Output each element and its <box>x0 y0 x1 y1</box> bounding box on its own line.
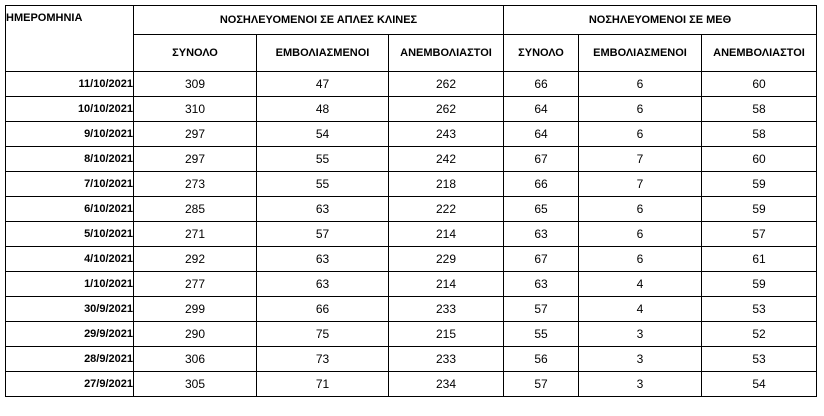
ward-unvaccinated-cell: 242 <box>389 147 504 172</box>
icu-unvaccinated-cell: 60 <box>702 147 817 172</box>
wards-group-header: ΝΟΣΗΛΕΥΟΜΕΝΟΙ ΣΕ ΑΠΛΕΣ ΚΛΙΝΕΣ <box>134 6 504 35</box>
table-row <box>6 122 817 147</box>
date-cell: 28/9/2021 <box>6 347 134 372</box>
icu-vaccinated-cell: 3 <box>579 372 702 397</box>
icu-unvaccinated-cell: 59 <box>702 172 817 197</box>
date-cell: 5/10/2021 <box>6 222 134 247</box>
icu-unvaccinated-cell: 52 <box>702 322 817 347</box>
group-header-row <box>6 6 817 35</box>
date-cell: 8/10/2021 <box>6 147 134 172</box>
icu-total-cell: 66 <box>504 172 579 197</box>
icu-unvaccinated-cell: 59 <box>702 197 817 222</box>
ward-unvaccinated-cell: 218 <box>389 172 504 197</box>
icu-group-header: ΝΟΣΗΛΕΥΟΜΕΝΟΙ ΣΕ ΜΕΘ <box>504 6 817 35</box>
ward-total-cell: 297 <box>134 122 257 147</box>
table-row <box>6 97 817 122</box>
icu-total-cell: 57 <box>504 372 579 397</box>
icu-vaccinated-cell: 4 <box>579 297 702 322</box>
table-row <box>6 222 817 247</box>
icu-total-cell: 67 <box>504 247 579 272</box>
icu-vaccinated-cell: 7 <box>579 172 702 197</box>
ward-total-cell: 290 <box>134 322 257 347</box>
table-row <box>6 172 817 197</box>
table-row <box>6 297 817 322</box>
date-column-header: ΗΜΕΡΟΜΗΝΙΑ <box>6 6 134 72</box>
ward-vaccinated-cell: 54 <box>257 122 389 147</box>
icu-vaccinated-cell: 3 <box>579 347 702 372</box>
icu-total-cell: 57 <box>504 297 579 322</box>
icu-total-cell: 65 <box>504 197 579 222</box>
icu-vaccinated-cell: 7 <box>579 147 702 172</box>
icu-vaccinated-cell: 6 <box>579 197 702 222</box>
ward-total-cell: 292 <box>134 247 257 272</box>
table-row <box>6 347 817 372</box>
ward-unvaccinated-cell: 214 <box>389 272 504 297</box>
ward-total-cell: 297 <box>134 147 257 172</box>
table-row <box>6 72 817 97</box>
ward-unvaccinated-cell: 262 <box>389 72 504 97</box>
ward-vaccinated-cell: 75 <box>257 322 389 347</box>
icu-vaccinated-cell: 6 <box>579 97 702 122</box>
date-cell: 30/9/2021 <box>6 297 134 322</box>
ward-unvaccinated-cell: 214 <box>389 222 504 247</box>
icu-vaccinated-cell: 6 <box>579 122 702 147</box>
icu-unvaccinated-cell: 58 <box>702 122 817 147</box>
icu-unvaccinated-cell: 54 <box>702 372 817 397</box>
ward-total-cell: 277 <box>134 272 257 297</box>
ward-vaccinated-cell: 55 <box>257 147 389 172</box>
icu-total-cell: 67 <box>504 147 579 172</box>
icu-unvaccinated-cell: 59 <box>702 272 817 297</box>
icu-vaccinated-cell: 6 <box>579 247 702 272</box>
ward-vaccinated-cell: 66 <box>257 297 389 322</box>
wards-unvaccinated-header: ΑΝΕΜΒΟΛΙΑΣΤΟΙ <box>389 35 504 72</box>
wards-total-header: ΣΥΝΟΛΟ <box>134 35 257 72</box>
table-row <box>6 372 817 397</box>
icu-total-cell: 64 <box>504 122 579 147</box>
ward-unvaccinated-cell: 243 <box>389 122 504 147</box>
date-cell: 27/9/2021 <box>6 372 134 397</box>
ward-total-cell: 309 <box>134 72 257 97</box>
table-row <box>6 322 817 347</box>
icu-unvaccinated-cell: 60 <box>702 72 817 97</box>
icu-vaccinated-cell: 3 <box>579 322 702 347</box>
icu-total-cell: 66 <box>504 72 579 97</box>
ward-vaccinated-cell: 63 <box>257 197 389 222</box>
icu-unvaccinated-cell: 53 <box>702 297 817 322</box>
ward-vaccinated-cell: 55 <box>257 172 389 197</box>
icu-unvaccinated-cell: 53 <box>702 347 817 372</box>
icu-total-cell: 63 <box>504 272 579 297</box>
icu-unvaccinated-cell: 57 <box>702 222 817 247</box>
icu-vaccinated-cell: 4 <box>579 272 702 297</box>
table-row <box>6 272 817 297</box>
ward-vaccinated-cell: 63 <box>257 247 389 272</box>
icu-unvaccinated-cell: 61 <box>702 247 817 272</box>
date-cell: 4/10/2021 <box>6 247 134 272</box>
icu-unvaccinated-header: ΑΝΕΜΒΟΛΙΑΣΤΟΙ <box>702 35 817 72</box>
table-row <box>6 147 817 172</box>
table-row <box>6 197 817 222</box>
hospitalization-table <box>5 5 817 397</box>
icu-vaccinated-cell: 6 <box>579 72 702 97</box>
icu-total-cell: 55 <box>504 322 579 347</box>
icu-total-cell: 64 <box>504 97 579 122</box>
ward-unvaccinated-cell: 234 <box>389 372 504 397</box>
ward-total-cell: 285 <box>134 197 257 222</box>
date-cell: 11/10/2021 <box>6 72 134 97</box>
ward-vaccinated-cell: 63 <box>257 272 389 297</box>
date-cell: 29/9/2021 <box>6 322 134 347</box>
ward-vaccinated-cell: 57 <box>257 222 389 247</box>
ward-total-cell: 271 <box>134 222 257 247</box>
icu-total-header: ΣΥΝΟΛΟ <box>504 35 579 72</box>
ward-unvaccinated-cell: 262 <box>389 97 504 122</box>
date-cell: 7/10/2021 <box>6 172 134 197</box>
icu-unvaccinated-cell: 58 <box>702 97 817 122</box>
ward-unvaccinated-cell: 222 <box>389 197 504 222</box>
ward-total-cell: 310 <box>134 97 257 122</box>
ward-total-cell: 299 <box>134 297 257 322</box>
ward-unvaccinated-cell: 229 <box>389 247 504 272</box>
ward-total-cell: 306 <box>134 347 257 372</box>
ward-vaccinated-cell: 71 <box>257 372 389 397</box>
date-cell: 6/10/2021 <box>6 197 134 222</box>
wards-vaccinated-header: ΕΜΒΟΛΙΑΣΜΕΝΟΙ <box>257 35 389 72</box>
date-cell: 9/10/2021 <box>6 122 134 147</box>
icu-vaccinated-header: ΕΜΒΟΛΙΑΣΜΕΝΟΙ <box>579 35 702 72</box>
ward-unvaccinated-cell: 233 <box>389 297 504 322</box>
ward-unvaccinated-cell: 233 <box>389 347 504 372</box>
ward-vaccinated-cell: 47 <box>257 72 389 97</box>
ward-total-cell: 305 <box>134 372 257 397</box>
table-row <box>6 247 817 272</box>
icu-total-cell: 63 <box>504 222 579 247</box>
icu-vaccinated-cell: 6 <box>579 222 702 247</box>
ward-unvaccinated-cell: 215 <box>389 322 504 347</box>
ward-vaccinated-cell: 73 <box>257 347 389 372</box>
ward-total-cell: 273 <box>134 172 257 197</box>
icu-total-cell: 56 <box>504 347 579 372</box>
date-cell: 10/10/2021 <box>6 97 134 122</box>
ward-vaccinated-cell: 48 <box>257 97 389 122</box>
date-cell: 1/10/2021 <box>6 272 134 297</box>
